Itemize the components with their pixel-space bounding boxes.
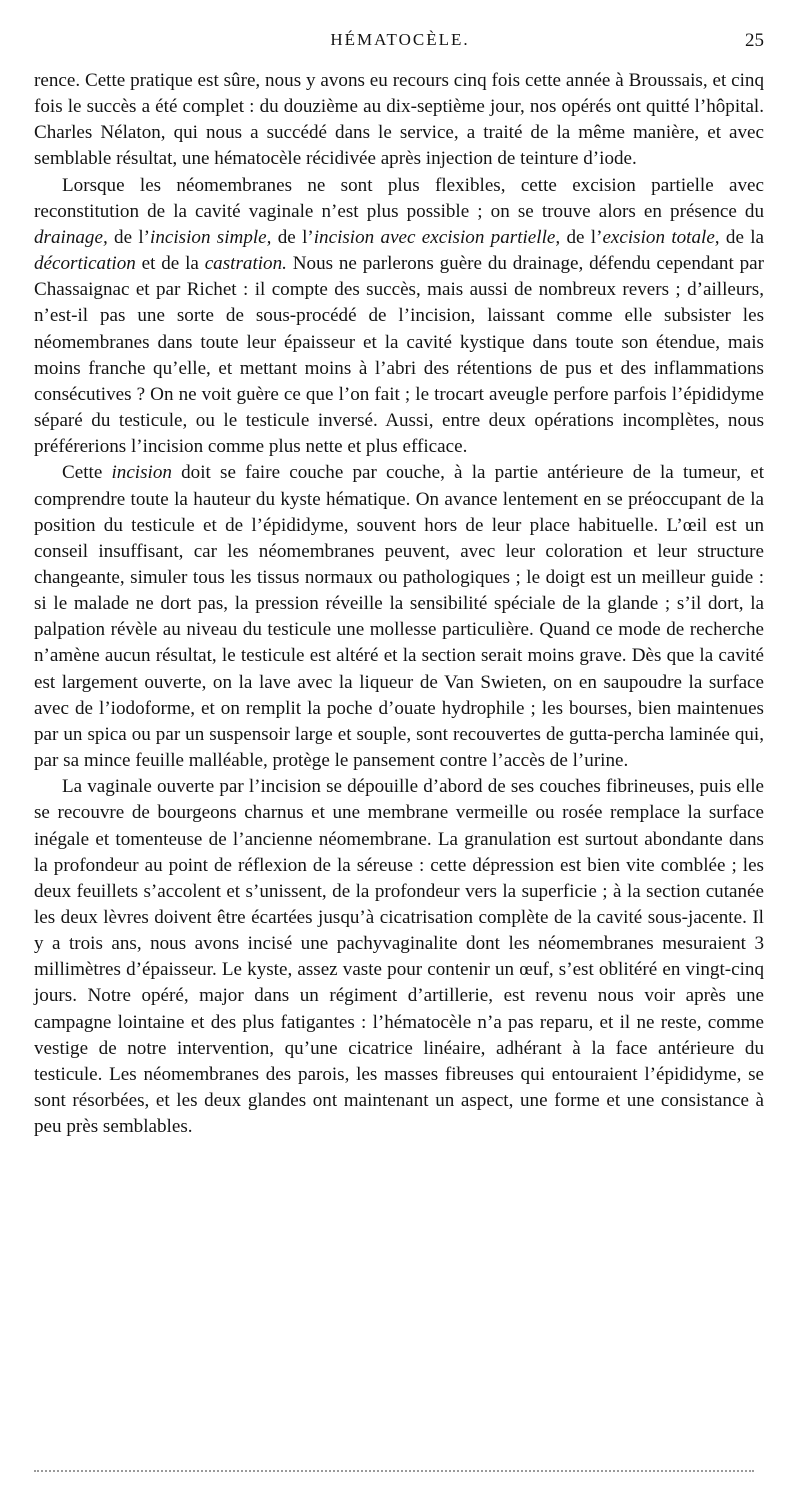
paragraph-2-text: de la bbox=[719, 226, 765, 248]
term-drainage: drainage, bbox=[34, 226, 108, 248]
term-castration: castration. bbox=[204, 253, 287, 275]
paragraph-3 bbox=[34, 460, 764, 774]
paragraph-3-text: doit se faire couche par couche, à la partie antérieure de la tumeur, et comprendre toute la hauteur du kyste hématique. On avance lentement en se préoccupant de la position du testicule et de l’épididyme, souvent hors de leur place habituelle. L’œil est un conseil insuffisant, car les néomembranes peuvent, avec leur coloration et leur structure changeante, simuler tous les tissus normaux ou pathologiques ; le doigt est un meilleur guide : si le malade ne dort pas, la pression réveille la sensibilité spéciale de la glande ; s’il dort, la palpation révèle au niveau du testicule une mollesse particulière. Quand ce mode de recherche n’amène aucun résultat, le testicule est altéré et la section serait moins grave. Dès que la cavité est largement ouverte, on la lave avec la liqueur de Van Swieten, on en saupoudre la surface avec de l’iodoforme, et on remplit la poche d’ouate hydrophile ; les bourses, bien maintenues par un spica ou par un suspensoir large et souple, sont recouvertes de gutta-percha laminée qui, par sa mince feuille malléable, protège le pansement contre l’accès de l’urine. bbox=[34, 462, 764, 772]
term-incision-excision-partielle: incision avec excision partielle, bbox=[313, 226, 561, 248]
running-head bbox=[0, 30, 800, 56]
term-decortication: décortication bbox=[34, 253, 136, 275]
term-excision-totale: excision totale, bbox=[602, 226, 720, 248]
paragraph-1: rence. Cette pratique est sûre, nous y avons eu recours cinq fois cette année à Broussais, et cinq fois le succès a été complet : du douzième au dix-septième jour, nos opérés ont quitté l’hôpital. Charles Nélaton, qui nous a succédé dans le service, a traité de la même manière, et avec semblable résultat, une hématocèle récidivée après injection de teinture d’iode. bbox=[34, 70, 764, 170]
paragraph-2-text: Lorsque les néomembranes ne sont plus flexibles, cette excision partielle avec reconstitution de la cavité vaginale n’est plus possible ; on se trouve alors en présence du bbox=[34, 174, 764, 222]
paragraph-3-text: Cette bbox=[62, 462, 112, 484]
paragraph-4: La vaginale ouverte par l’incision se dépouille d’abord de ses couches fibrineuses, puis elle se recouvre de bourgeons charnus et une membrane vermeille ou rosée remplace la surface inégale et tomenteuse de l’ancienne néomembrane. La granulation est surtout abondante dans la profondeur au point de réflexion de la séreuse : cette dépression est bien vite comblée ; les deux feuillets s’accolent et s’unissent, de la profondeur vers la superficie ; à la section cutanée les deux lèvres doivent être écartées jusqu’à cicatrisation complète de la cavité sous-jacente. Il y a trois ans, nous avons incisé une pachyvaginalite dont les néomembranes mesuraient 3 millimètres d’épaisseur. Le kyste, assez vaste pour contenir un œuf, s’est oblitéré en vingt-cinq jours. Notre opéré, major dans un régiment d’artillerie, est revenu nous voir après une campagne lointaine et des plus fatigantes : l’hématocèle n’a pas reparu, et il ne reste, comme vestige de notre intervention, qu’une cicatrice linéaire, adhérant à la face antérieure du testicule. Les néomembranes des parois, les masses fibreuses qui entouraient l’épididyme, se sont résorbées, et les deux glandes ont maintenant un aspect, une forme et une consistance à peu près semblables. bbox=[34, 776, 764, 1138]
paragraph-2-text: de l’ bbox=[271, 226, 314, 248]
paragraph-2-text: et de la bbox=[135, 253, 205, 275]
paragraph-2 bbox=[34, 173, 764, 461]
paragraph-2-text: de l’ bbox=[560, 226, 603, 248]
term-incision-simple: incision simple, bbox=[150, 226, 272, 248]
body-text bbox=[34, 68, 764, 1140]
running-title: HÉMATOCÈLE. bbox=[330, 30, 470, 49]
term-incision: incision bbox=[111, 462, 172, 484]
footer-dotted-rule bbox=[34, 1470, 754, 1472]
page-number: 25 bbox=[745, 30, 764, 51]
paragraph-2-text: Nous ne parlerons guère du drainage, défendu cependant par Chassaignac et par Richet : il compte des succès, mais aussi de nombreux revers ; d’ailleurs, n’est-il pas une sorte de sous-procédé de l’incision, laissant comme elle subsister les néomembranes dans toute leur épaisseur et la cavité kystique dans toute son étendue, mais moins franche qu’elle, et mettant moins à l’abri des rétentions de pus et des inflammations consécutives ? On ne voit guère ce que l’on fait ; le trocart aveugle perfore parfois l’épididyme séparé du testicule, ou le testicule inversé. Aussi, entre deux opérations incomplètes, nous préférerions l’incision comme plus nette et plus efficace. bbox=[34, 253, 764, 458]
paragraph-2-text: de l’ bbox=[107, 226, 151, 248]
